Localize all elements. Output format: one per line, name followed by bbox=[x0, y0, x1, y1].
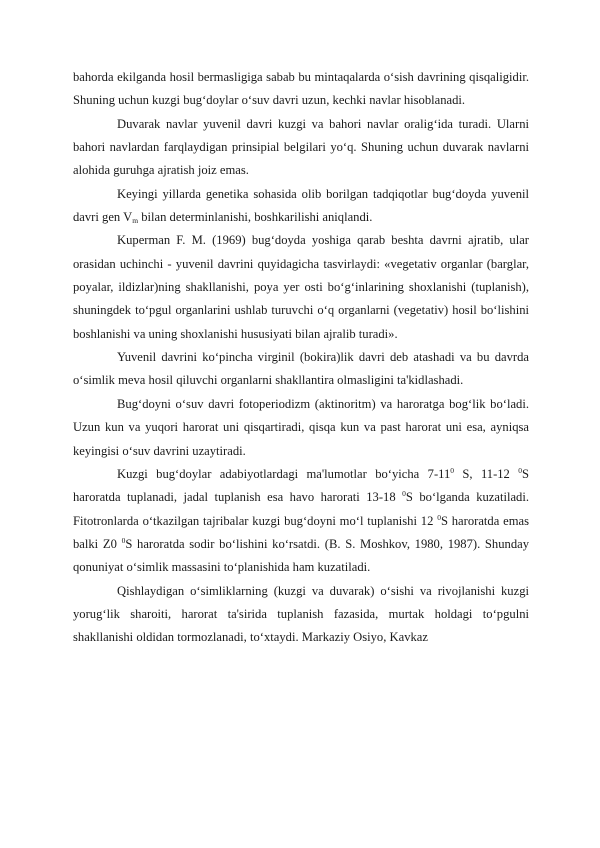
paragraph-7-seg-2: S, 11-12 bbox=[454, 466, 519, 481]
paragraph-4: Kuperman F. M. (1969) bug‘doyda yoshiga qarab beshta davrni ajratib, ular orasidan uchinchi - yuvenil davrini quyidagicha tasvirlaydi: «vegetativ organlar (barglar, poyalar, ildizlar)ning shakllanishi, poya yer osti bo‘g‘inlarining shoxlanishi (tuplanish), shuningdek to‘pgul organlarini ushlab turuvchi o‘q organlarni (vegetativ) hosil bo‘lishini boshlanishi va uning shoxlanishi hususiyati bilan ajralib turadi». bbox=[73, 233, 529, 341]
paragraph-7 bbox=[73, 463, 529, 580]
paragraph-8: Qishlaydigan o‘simliklarning (kuzgi va duvarak) o‘sishi va rivojlanishi kuzgi yorug‘lik sharoiti, harorat ta'sirida tuplanish fazasida, murtak holdagi to‘pgulni shakllanishi oldidan tormozlanadi, to‘xtaydi. Markaziy Osiyo, Kavkaz bbox=[73, 583, 529, 645]
paragraph-3-text-end: bilan determinlanishi, boshkarilishi aniqlandi. bbox=[138, 210, 373, 225]
paragraph-7-seg-5: S haroratda emas balki Z0 bbox=[73, 513, 529, 551]
paragraph-3 bbox=[73, 183, 529, 230]
paragraph-3-text: Keyingi yillarda genetika sohasida olib borilgan tadqiqotlar bug‘doyda yuvenil davri gen V bbox=[73, 186, 529, 225]
degree-superscript: 0 bbox=[402, 489, 406, 499]
paragraph-5: Yuvenil davrini ko‘pincha virginil (bokira)lik davri deb atashadi va bu davrda o‘simlik meva hosil qiluvchi organlarni shakllantira olmasligini ta'kidlashadi. bbox=[73, 350, 529, 388]
degree-superscript: 0 bbox=[437, 512, 441, 522]
paragraph-7-seg-4: S bo‘lganda kuzatiladi. Fitotronlarda o‘tkazilgan tajribalar kuzgi bug‘doyni mo‘l tuplanishi 12 bbox=[73, 490, 529, 528]
paragraph-6: Bug‘doyni o‘suv davri fotoperiodizm (aktinoritm) va haroratga bog‘lik bo‘ladi. Uzun kun va yuqori harorat uni qisqartiradi, qisqa kun va past harorat uni esa, ayniqsa keyingisi o‘suv davrini uzaytiradi. bbox=[73, 396, 529, 458]
paragraph-2: Duvarak navlar yuvenil davri kuzgi va bahori navlar oralig‘ida turadi. Ularni bahori navlardan farqlaydigan prinsipial belgilari yo‘q. Shuning uchun duvarak navlarni alohida guruhga ajratish joiz emas. bbox=[73, 116, 529, 178]
degree-superscript: 0 bbox=[121, 535, 126, 545]
degree-superscript: 0 bbox=[518, 465, 522, 475]
body-text bbox=[73, 66, 529, 650]
paragraph-7-seg-3: S haroratda tuplanadi, jadal tuplanish esa havo harorati 13-18 bbox=[73, 466, 530, 505]
gene-subscript: m bbox=[132, 216, 139, 226]
paragraph-1: bahorda ekilganda hosil bermasligiga sabab bu mintaqalarda o‘sish davrining qisqaligidir. Shuning uchun kuzgi bug‘doylar o‘suv davri uzun, kechki navlar hisoblanadi. bbox=[73, 70, 529, 108]
degree-superscript: 0 bbox=[450, 465, 455, 475]
paragraph-7-seg-6: S haroratda sodir bo‘lishini ko‘rsatdi. (B. S. Moshkov, 1980, 1987). Shunday qonuniyat o‘simlik massasini to‘planishida ham kuzatiladi. bbox=[73, 536, 530, 575]
paragraph-7-seg-1: Kuzgi bug‘doylar adabiyotlardagi ma'lumotlar bo‘yicha 7-11 bbox=[117, 466, 451, 481]
